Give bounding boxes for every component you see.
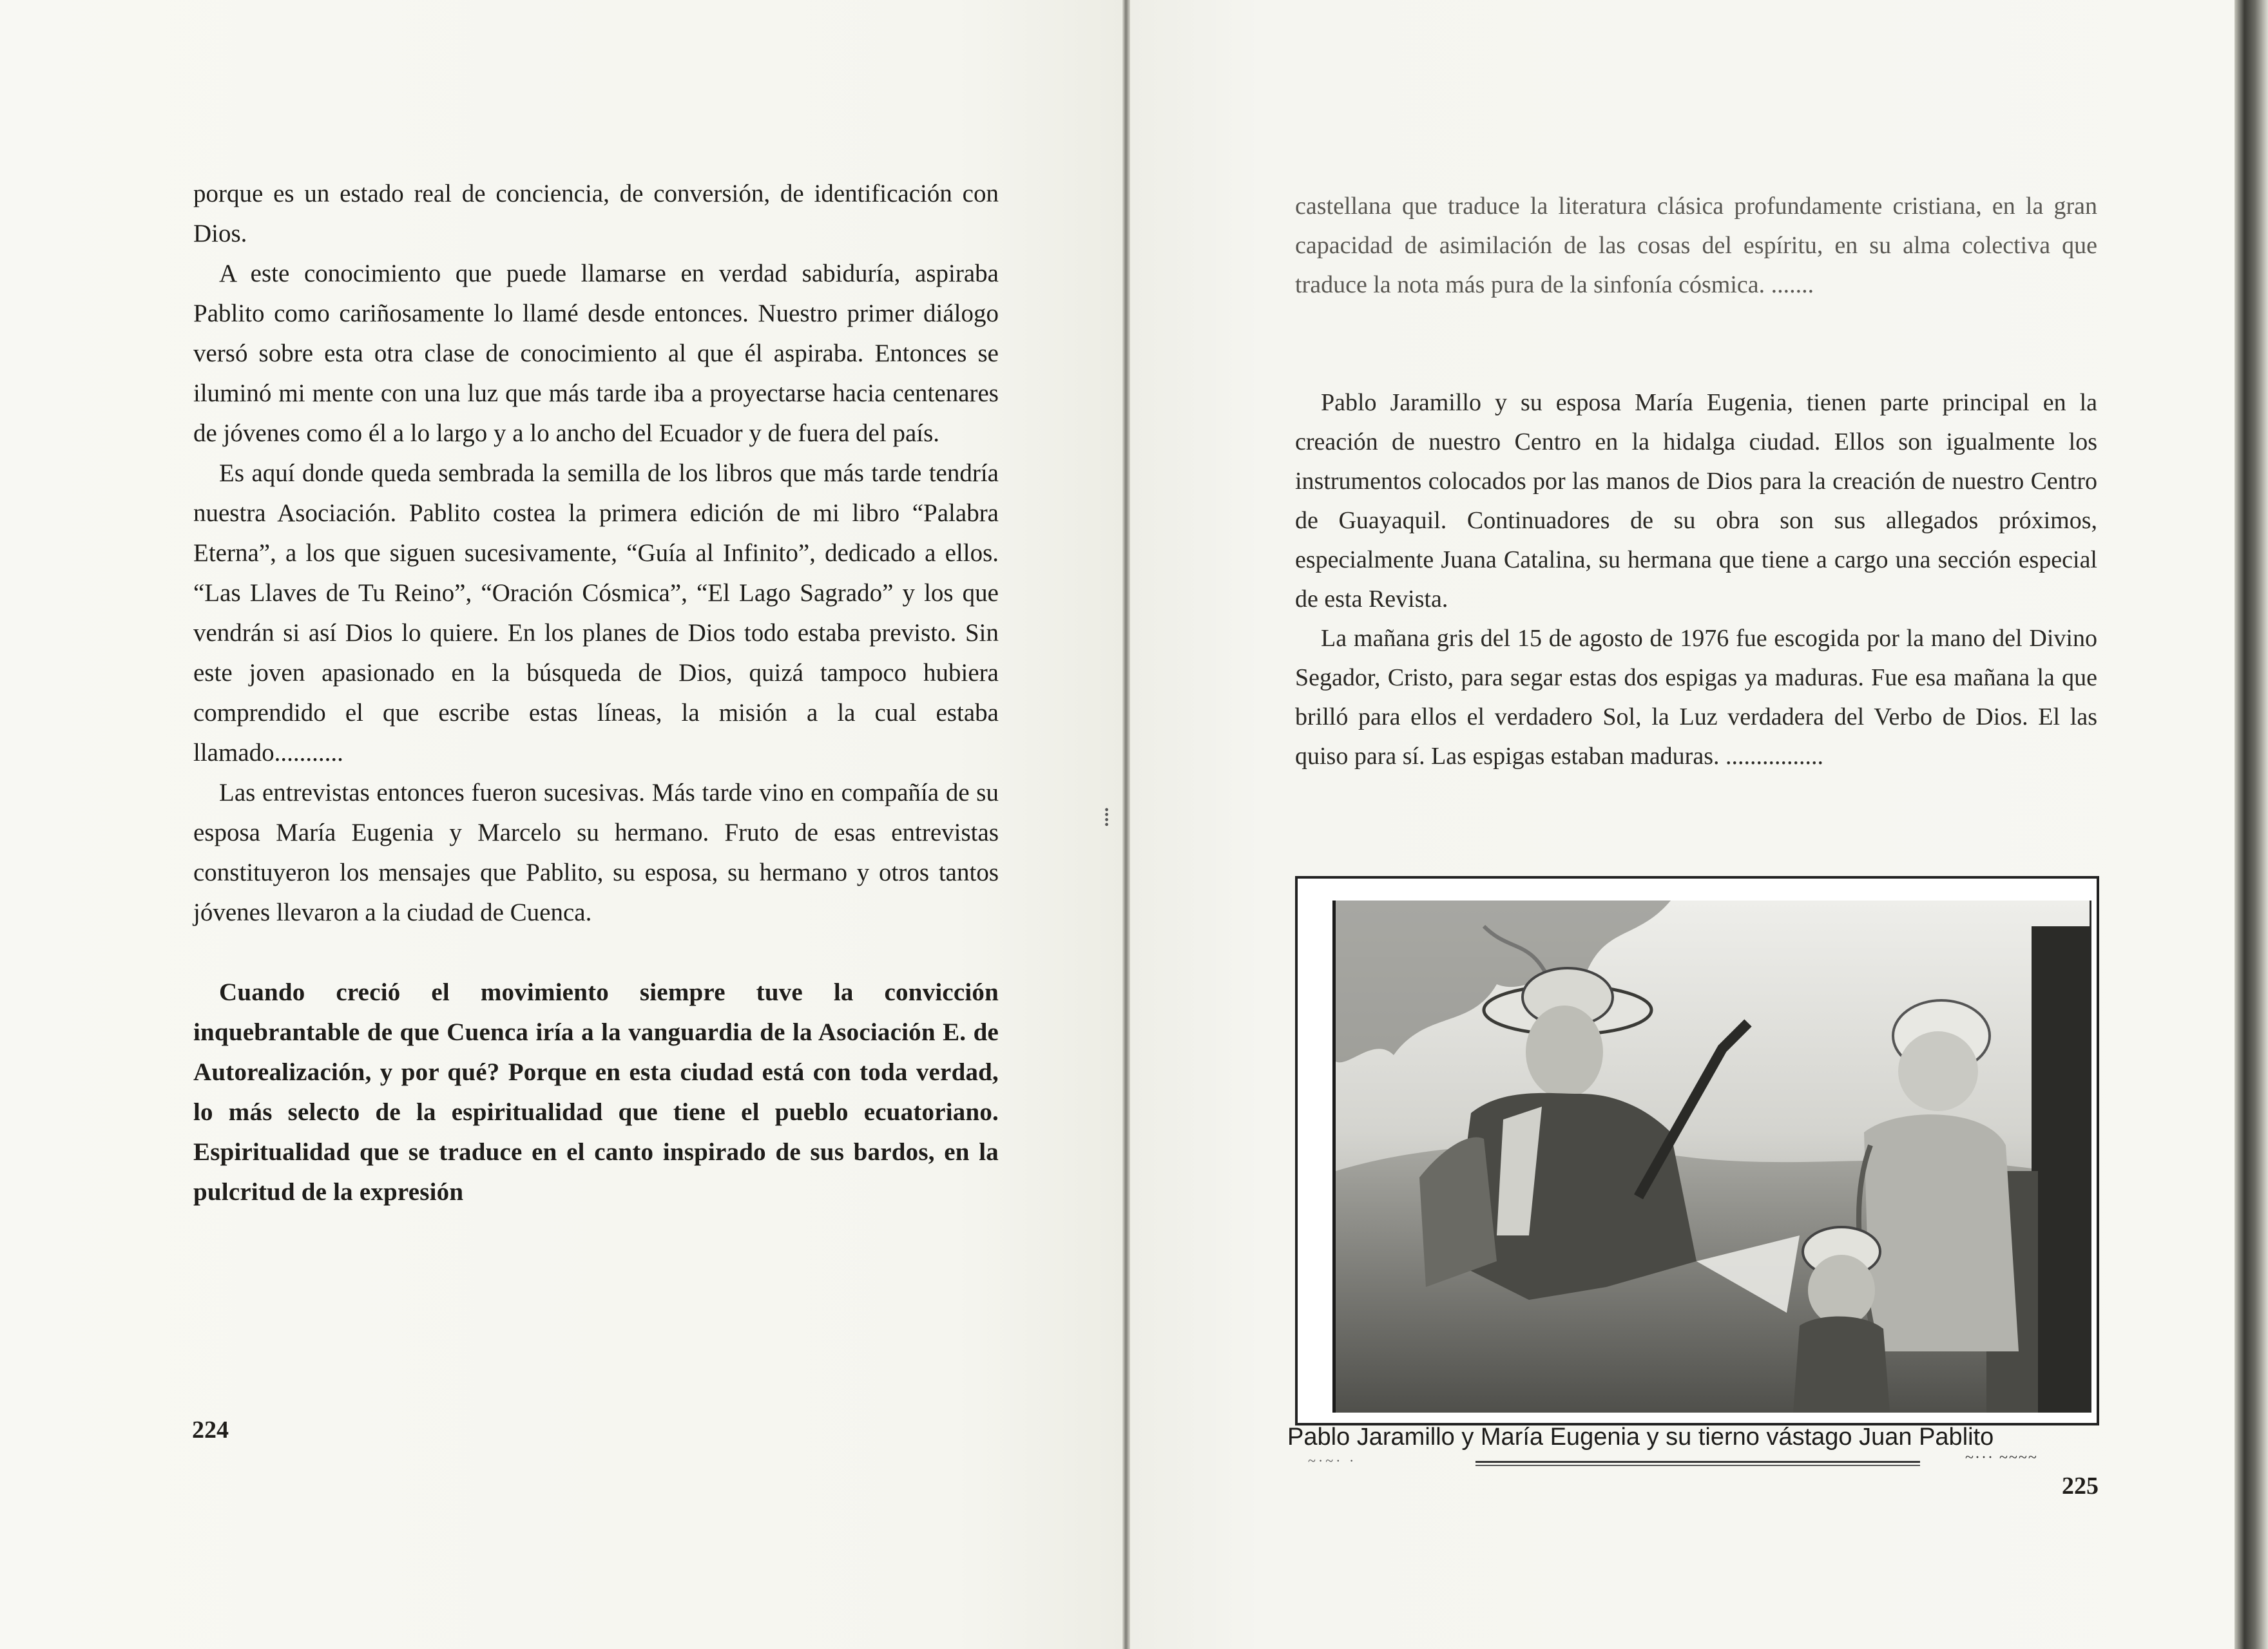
page-edge-shadow [2234,0,2268,1649]
left-page-text [193,174,999,1212]
ornament-left: ~·~· · [1308,1453,1357,1469]
left-paragraph-4: Las entrevistas entonces fueron sucesivas. Más tarde vino en compañía de su esposa María Eugenia y Marcelo su hermano. Fruto de esas entrevistas constituyeron los mensajes que Pablito, su esposa, su hermano y otros tantos jóvenes llevaron a la ciudad de Cuenca. [193,779,999,926]
caption-rule [1475,1461,1920,1466]
binding-staple-mark: ⁞ [1103,803,1111,832]
page-number-left: 224 [192,1416,229,1444]
ornament-right: ~··· ~~~~ [1965,1449,2038,1466]
left-paragraph-5: Cuando creció el movimiento siempre tuve la convicción inquebrantable de que Cuenca iría a la vanguardia de la Asociación E. de Autorealización, y por qué? Porque en esta ciudad está con toda verdad, lo más selecto de la espiritualidad que tiene el pueblo ecuatoriano. Espiritualidad que se traduce en el canto inspirado de sus bardos, en la pulcritud de la expresión [193,978,999,1206]
right-page-text [1295,187,2097,776]
right-paragraph-1: castellana que traduce la literatura clásica profundamente cristiana, en la gran capacidad de asimilación de las cosas del espíritu, en su alma colectiva que traduce la nota más pura de la sinfonía cósmica. ....... [1295,193,2097,298]
photo-caption: Pablo Jaramillo y María Eugenia y su tierno vástago Juan Pablito [1287,1424,1994,1451]
right-paragraph-2: Pablo Jaramillo y su esposa María Eugenia, tienen parte principal en la creación de nuestro Centro en la hidalga ciudad. Ellos son igualmente los instrumentos colocados por las manos de Dios para la creación de nuestro Centro de Guayaquil. Continuadores de su obra son sus allegados próximos, especialmente Juana Catalina, su hermana que tiene a cargo una sección especial de esta Revista. [1295,389,2097,613]
photo-frame [1295,876,2099,1425]
left-paragraph-1: porque es un estado real de conciencia, de conversión, de identificación con Dios. [193,180,999,247]
right-paragraph-3: La mañana gris del 15 de agosto de 1976 fue escogida por la mano del Divino Segador, Cristo, para segar estas dos espigas ya maduras. Fue esa mañana la que brilló para ellos el verdadero Sol, la Luz verdadera del Verbo de Dios. El las quiso para sí. Las espigas estaban maduras. ................ [1295,625,2097,770]
left-paragraph-2: A este conocimiento que puede llamarse en verdad sabiduría, aspiraba Pablito como cariñosamente lo llamé desde entonces. Nuestro primer diálogo versó sobre esta otra clase de conocimiento al que él aspiraba. Entonces se iluminó mi mente con una luz que más tarde iba a proyectarse hacia centenares de jóvenes como él a lo largo y a lo ancho del Ecuador y de fuera del país. [193,260,999,447]
family-photo [1332,901,2091,1413]
book-gutter [1122,0,1130,1649]
left-paragraph-3: Es aquí donde queda sembrada la semilla de los libros que más tarde tendría nuestra Asociación. Pablito costea la primera edición de mi libro “Palabra Eterna”, a los que siguen sucesivamente, “Guía al Infinito”, dedicado a ellos. “Las Llaves de Tu Reino”, “Oración Cósmica”, “El Lago Sagrado” y los que vendrán si así Dios lo quiere. En los planes de Dios todo estaba previsto. Sin este joven apasionado en la búsqueda de Dios, quizá tampoco hubiera comprendido el que escribe estas líneas, la misión a la cual estaba llamado........... [193,459,999,767]
page-number-right: 225 [2062,1473,2099,1500]
photo-image [1336,901,2090,1413]
